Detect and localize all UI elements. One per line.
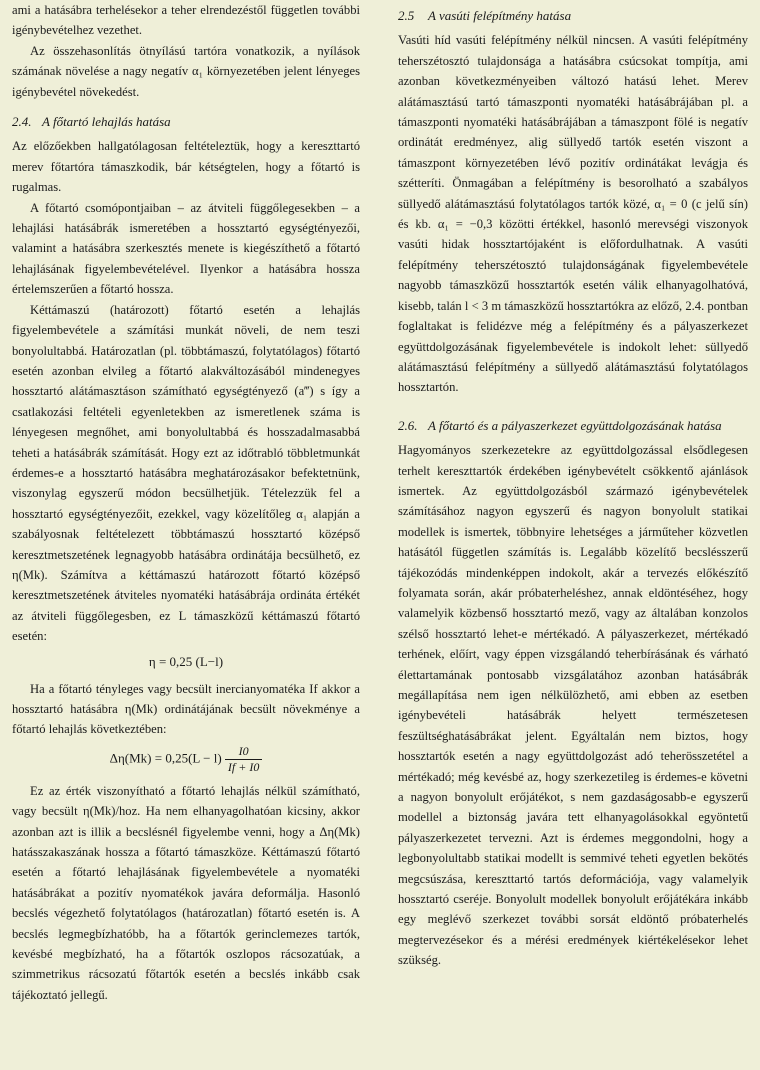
intro-paragraph-2: Az összehasonlítás ötnyílású tartóra vonatkozik, a nyílások számának növelése a nagy negatív α₁ környezetében jelent lényeges igénybevétel növekedést. xyxy=(12,43,360,99)
body-paragraph: Vasúti híd vasúti felépítmény nélkül nincsen. A vasúti felépítmény teherszétosztó tulajdonsága a hatásábra csúcsokat tompítja, ami azonban következményeiben változó hatású lehet. Merev alátámasztású tartó támaszponti nyomatéki hatásábrájában pl. a támaszponti nyomatéki hatásábrájában a támaszpont fölé is negatív ordinátát eredményez, alig süllyedő tartók esetén viszont a támaszpont környezetében lévő pozitív ordinátákat levágja és szétteríti. Önmagában a felépítmény is besorolható a szabályos süllyedő alátámasztású folytatólagos tartók közé, α₁ = 0 (c jelű sín) és kb. α₁ = −0,3 közötti értékkel, hasonló merevségi viszonyok vasúti hidak hossztartójaként is előfordulhatnak. A vasúti felépítmény teherszétosztó tulajdonságának figyelembevétele nagyobb támaszközű hossztartók esetén válik elhanyagolhatóvá, kisebb, talán l < 3 m támaszközű hossztartókra az előző, 2.4. pontban foglaltakat is felidézve még a felépítmény és a pályaszerkezet együttdolgozásának figyelembevétele is indokolt lehet: süllyedő alátámasztású felépítmény a süllyedő alátámasztású folytatólagos hossztartón. xyxy=(398,33,748,395)
section-number: 2.6. xyxy=(398,417,418,433)
formula-eta: η = 0,25 (L−l) xyxy=(148,653,224,669)
formula-fraction xyxy=(225,744,262,775)
body-paragraph: A főtartó csomópontjaiban – az átviteli függőlegesekben – a lehajlási hatásábrák ismeretében a hossztartó egységtényezői, valamint a hatásábra szerkesztés menete is kiegészíthető a főtartó lehajlásának figyelembevételével. Ilyenkor a hatásábra hossza értelemszerűen a főtartó hossza. xyxy=(12,200,360,297)
section-number: 2.5 xyxy=(398,8,415,23)
left-column xyxy=(12,0,360,1005)
body-paragraph: Hagyományos szerkezetekre az együttdolgozással elsődlegesen terhelt kereszttartók érdekében igénybevételt csökkentő ajánlások ismertek. Az együttdolgozásból származó igénybevételek számításához nagyon egyszerű és nagyon bonyolult statikai modellek is ismertek, többnyire lehetséges a járműteher közvetlen hatásától független számítás is. Legalább közelítő becslésszerű tájékozódás mindenképpen indokolt, akár a tervezés előkészítő folyamata során, akár próbaterheléshez, annak eldöntéséhez, hogy valamelyik közbenső hossztartó mező, vagy az általában konzolos szélső hossztartó lehet-e mértékadó. A pályaszerkezet, mértékadó terhének, előírt, vagy éppen vizsgálandó teherbírásának és várható élettartamának pontosabb vizsgálatához azonban hatásábrák megállapítása nem igen nélkülözhető, ami ebben az esetben igénybevételi hatásábrák helyett természetesen feszültséghatásábrákat jelent. Egyáltalán nem biztos, hogy hossztartók esetén a nagy együttdolgozást adó teherösszetétel a mértékadó; még kevésbé az, hogy szerkezetileg is érdemes-e követni a nagyon bonyolult erőjátékot, s nem gazdaságosabb-e egyszerű modellel a biztonság javára tett elhanyagolásokkal egyöntetű pályaszerkezetet tervezni. Azt is érdemes meggondolni, hogy a legbonyolultabb statikai modellt is semmivé teheti egyetlen bekötés megcsúszása, kereszttartó tartós deformációja, vagy valamelyik hossztartó cseréje. Bonyolult modellek bonyolult erőjátékára inkább egy meglévő szerkezet további sorsát eldöntő próbaterhelés megtervezésekor és a mérési eredmények kiértékelésekor lehet szükség. xyxy=(398,443,748,968)
section-title: A vasúti felépítmény hatása xyxy=(428,8,572,23)
section-title: A főtartó és a pályaszerkezet együttdolgozásának hatása xyxy=(428,417,722,433)
right-column xyxy=(398,0,748,971)
section-heading-2-4 xyxy=(12,112,360,132)
formula-lhs: Δη(Mk) = 0,25(L − l) xyxy=(109,750,222,766)
fraction-numerator: I0 xyxy=(225,744,262,760)
formula-delta-eta xyxy=(12,744,360,775)
body-paragraph: Kéttámaszú (határozott) főtartó esetén a lehajlás figyelembevétele a számítási munkát növeli, de nem teszi bonyolultabbá. Határozatlan (pl. többtámaszú, folytatólagos) főtartó esetén azonban elvileg a főtartó alakváltozásából mindenegyes hossztartó alátámasztáson számítható egységtényező (a‴) s így a csatlakozási feltételi egyenletekben az ismeretlenek száma is lényegesen megnőhet, ami bonyolultabbá és hosszadalmasabbá teheti a hatásábrák számítását. Hogy ezt az időtrabló többletmunkát érdemes-e a hossztartó hatásábra meghatározásakor befektetnünk, viszonylag egyszerű módon becsülhetjük. Tételezzük fel a hossztartó egységtényezőit, ezekkel, vagy közelítőleg α₁ alapján a szabályosnak feltételezett többtámaszú hossztartó középső keresztmetszetének legnagyobb hatásábra ordinátája becsülhető, ez η(Mk). Számítva a kéttámaszú határozott főtartó középső keresztmetszetének átviteles nyomatéki hatásábrája ordináta értékét az átviteli függőlegesben, ez L támaszközű kéttámaszú főtartó esetén: xyxy=(12,302,360,644)
fraction-denominator: If + I0 xyxy=(227,759,260,774)
body-paragraph: Ha a főtartó tényleges vagy becsült inercianyomatéka If akkor a hossztartó hatásábra η(Mk) ordinátájának becsült növekménye a főtartó lehajlás következtében: xyxy=(12,681,360,737)
section-heading-2-5 xyxy=(398,6,748,26)
section-heading-2-6 xyxy=(398,416,748,436)
intro-paragraph-1: ami a hatásábra terhelésekor a teher elrendezéstől független további igénybevételhez vezethet. xyxy=(12,3,360,38)
section-title: A főtartó lehajlás hatása xyxy=(42,114,171,130)
body-paragraph: Ez az érték viszonyítható a főtartó lehajlás nélkül számítható, vagy becsült η(Mk)/hoz. Ha nem elhanyagolhatóan kicsiny, akkor azonban azt is illik a becslésnél figyelembe venni, hogy a Δη(Mk) hatásszakaszának hossza a főtartó támaszköze. Kéttámaszú főtartó esetén a főtartó lehajlásának figyelembevétele a nyomatéki hatásábrákat a pozitív nyomatékok javára deformálja. Hasonló becslés végezhető folytatólagos (határozatlan) főtartó esetén is. A becslés legmegbízhatóbb, ha a főtartók gerinclemezes tartók, kevésbé megbízható, ha a főtartók oszlopos rácsozatúak, a szimmetrikus rácsozatú főtartók esetén a becslés inkább csak tájékoztató jellegű. xyxy=(12,783,360,1002)
body-paragraph: Az előzőekben hallgatólagosan feltételeztük, hogy a kereszttartó merev főtartóra támaszkodik, bár kétségtelen, hogy a főtartó is rugalmas. xyxy=(12,139,360,195)
section-number: 2.4. xyxy=(12,114,32,130)
